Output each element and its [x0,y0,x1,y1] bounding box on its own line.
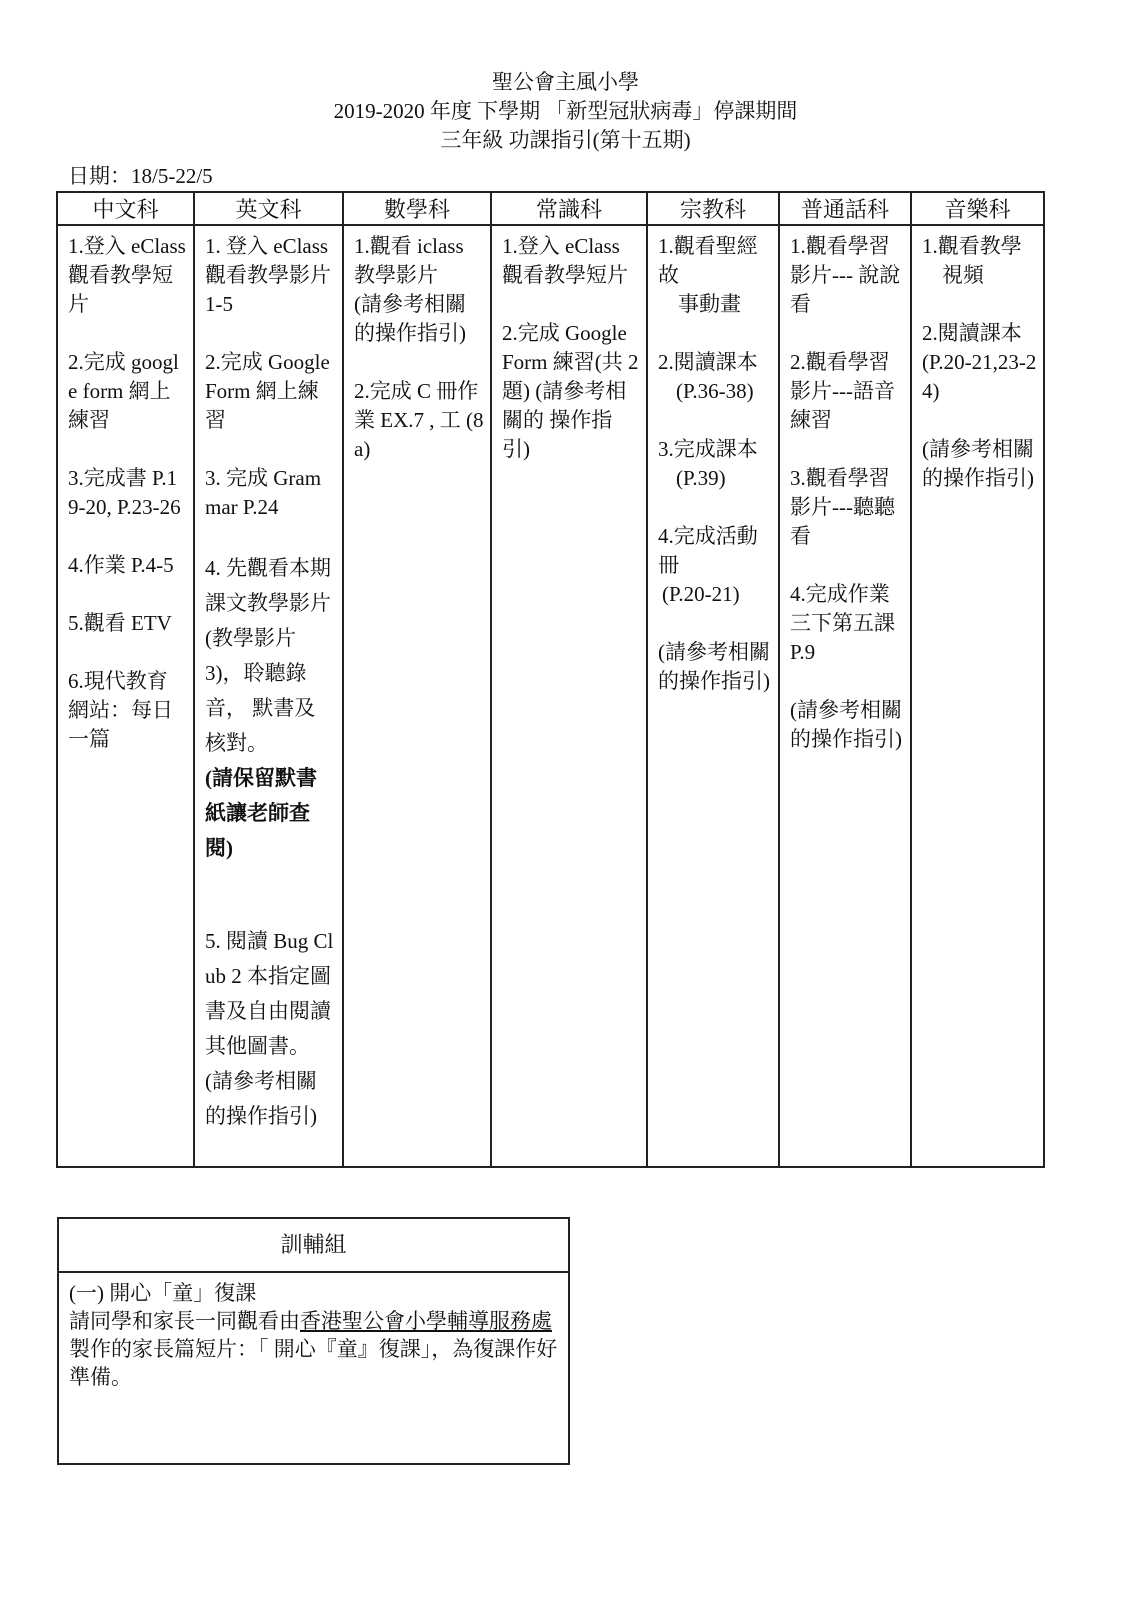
date-range: 日期：18/5-22/5 [68,164,213,188]
school-name: 聖公會主風小學 [492,70,639,94]
english-item-3: 3. 完成 Grammar P.24 [205,466,322,519]
religion-item-4: 4.完成活動冊 [658,524,758,577]
putonghua-item-2: 2.觀看學習影片---語音練習 [790,350,895,432]
putonghua-guide-note: (請參考相關的操作指引) [790,698,902,751]
english-dictation-note: (請保留默書紙讓老師查閱) [205,766,317,860]
guidance-title: 訓輔組 [59,1219,568,1273]
religion-item-2-pages: (P.36-38) [676,379,754,403]
chinese-item-6: 6.現代教育網站：每日一篇 [68,669,173,751]
math-item-1: 1.觀看 iclass 教學影片 [354,234,469,287]
religion-item-4-pages: (P.20-21) [662,582,740,606]
subject-english: 英文科 [194,192,343,225]
homework-table [56,191,1045,1168]
document-header [0,68,1131,155]
english-item-2: 2.完成 Google Form 網上練習 [205,350,336,432]
music-item-1: 1.觀看教學 [922,234,1022,258]
subject-putonghua: 普通話科 [779,192,911,225]
putonghua-column [779,225,911,1167]
music-guide-note: (請參考相關的操作指引) [922,437,1034,490]
chinese-item-5: 5.觀看 ETV [68,611,172,635]
putonghua-item-1: 1.觀看學習影片--- 說說看 [790,234,901,316]
guidance-paragraph [69,1307,558,1391]
guidance-text-before: 請同學和家長一同觀看由 [69,1309,300,1333]
chinese-item-4: 4.作業 P.4-5 [68,553,174,577]
homework-row [57,225,1044,1167]
general-studies-column [491,225,647,1167]
general-item-1: 1.登入 eClass 觀看教學短片 [502,234,628,287]
subject-math: 數學科 [343,192,491,225]
guidance-organisation-link: 香港聖公會小學輔導服務處 [300,1309,552,1333]
religion-item-3: 3.完成課本 [658,437,758,461]
religion-item-1: 1.觀看聖經故 [658,234,758,287]
english-column [194,225,343,1167]
subject-religion: 宗教科 [647,192,779,225]
chinese-item-3: 3.完成書 P.19-20, P.23-26 [68,466,181,519]
chinese-item-1: 1.登入 eClass 觀看教學短片 [68,234,192,316]
music-item-2: 2.閱讀課本 (P.20-21,23-24) [922,321,1037,403]
religion-item-3-pages: (P.39) [676,466,726,490]
general-item-2: 2.完成 Google Form 練習(共 2 題) (請參考相關的 操作指引) [502,321,644,461]
english-item-5: 5. 閱讀 Bug Club 2 本指定圖書及自由閱讀其他圖書。 [205,929,334,1058]
term-title: 2019-2020 年度 下學期 「新型冠狀病毒」停課期間 [333,99,798,123]
religion-guide-note: (請參考相關的操作指引) [658,640,770,693]
guidance-box [57,1217,570,1465]
homework-title: 三年級 功課指引(第十五期) [440,128,691,152]
english-guide-note: (請參考相關的操作指引) [205,1069,317,1128]
religion-item-1-cont: 事動畫 [678,292,741,316]
music-column [911,225,1044,1167]
music-item-1-cont: 視頻 [942,263,984,287]
guidance-body [59,1273,568,1397]
subject-header-row [57,192,1044,225]
putonghua-item-4: 4.完成作業三下第五課 P.9 [790,582,901,664]
chinese-item-2: 2.完成 google form 網上練習 [68,350,179,432]
subject-chinese: 中文科 [57,192,194,225]
putonghua-item-3: 3.觀看學習影片---聽聽看 [790,466,895,548]
math-column [343,225,491,1167]
english-item-4: 4. 先觀看本期課文教學影片(教學影片 3)，聆聽錄音， 默書及核對。 [205,556,331,755]
english-item-1: 1. 登入 eClass 觀看教學影片 1-5 [205,234,337,316]
religion-column [647,225,779,1167]
religion-item-2: 2.閱讀課本 [658,350,758,374]
subject-general-studies: 常識科 [491,192,647,225]
guidance-text-after: 製作的家長篇短片：「 開心『童』復課」，為復課作好準備。 [69,1337,558,1389]
chinese-column [57,225,194,1167]
math-guide-note: (請參考相關的操作指引) [354,292,466,345]
math-item-2: 2.完成 C 冊作業 EX.7 , 工 (8a) [354,379,484,461]
guidance-item-heading: (一) 開心「童」復課 [69,1281,257,1305]
subject-music: 音樂科 [911,192,1044,225]
